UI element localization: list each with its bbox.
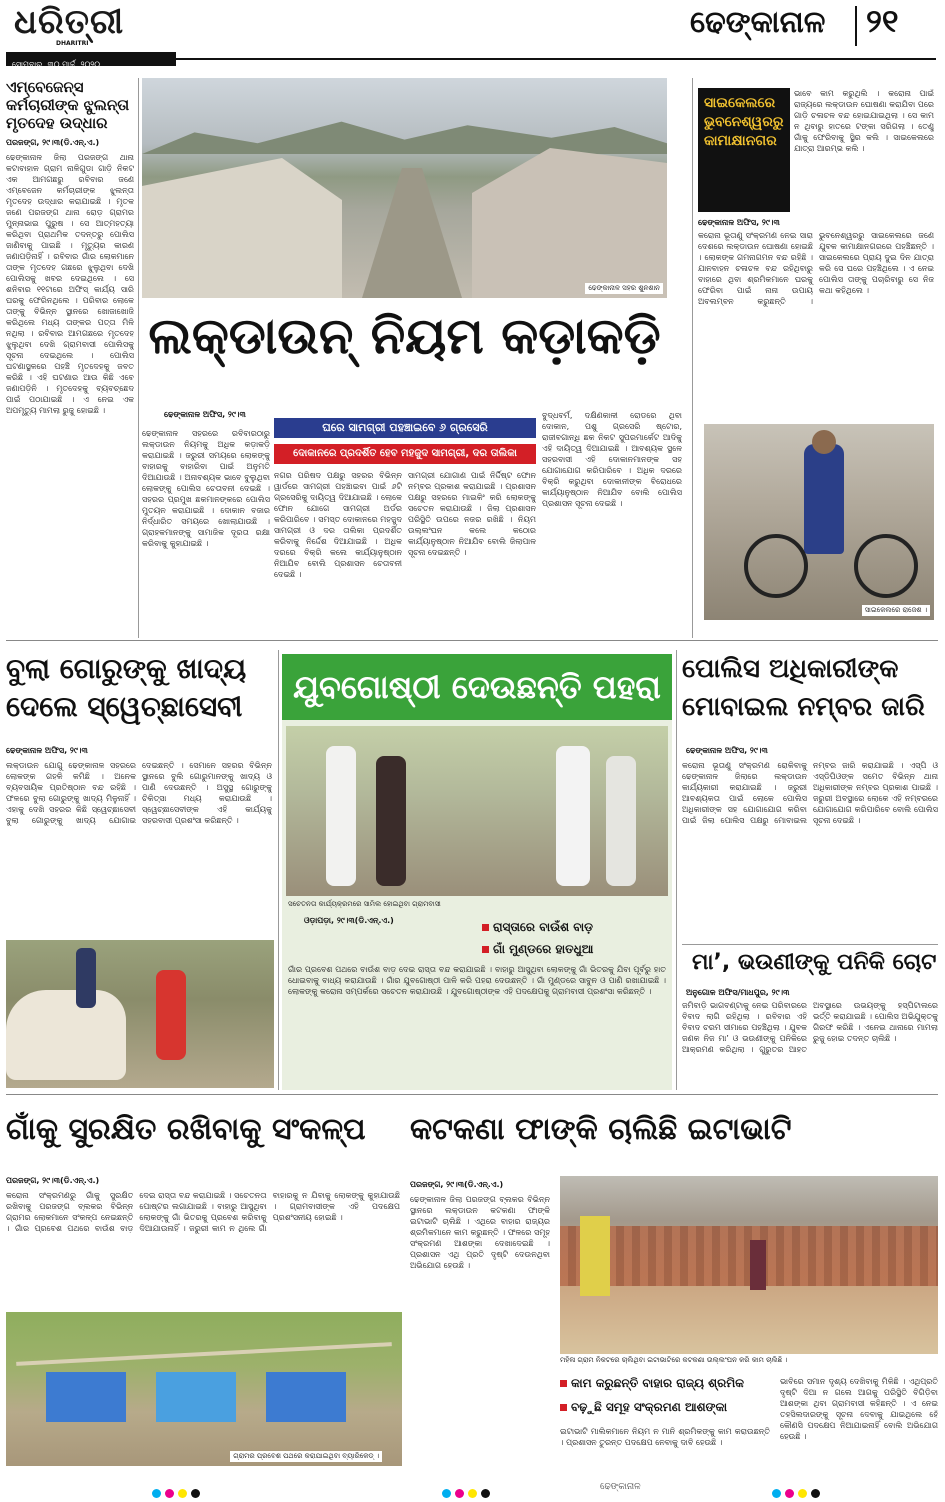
- photo-caption: ମହିଳା ଗ୍ରାମ ନିକଟରେ ଚାଲିଥିବା ଇଟାଭାଟିରେ କଟକଣା ଉଲ୍ଲଂଘନ କରି କାମ ଚାଲିଛି ।: [560, 1356, 788, 1364]
- dateline: ଅନୁଗୋଳ ଅଫିସ/ମାଧପୁର, ୨୯।୩: [686, 988, 790, 997]
- story-body: କରୋନା ଭୂତାଣୁ ସଂକ୍ରମଣ ନେଇ ସାରା ଦେଶରେ ଲକ୍‌ଡାଉନ ଘୋଷଣା ହୋଇଛି । ଲୋକଙ୍କ ଗମନାଗମନ ବନ୍ଦ ରହିଛି । ଯାନବାହନ ଚଳାଚଳ ବନ୍ଦ ରହିଥିବାରୁ ବାହାରେ ଥିବା ଶ୍ରମିକମାନେ ଘରକୁ ଫେରିବା ପାଇଁ ନାନା ଉପାୟ ଅବଲମ୍ବନ କରୁଛନ୍ତି । ଭୁବନେଶ୍ୱରରୁ ସାଇକେଲରେ ଜଣେ ଯୁବକ କାମାକ୍ଷାନଗରରେ ପହଞ୍ଚିଛନ୍ତି । ସାଇକେଲରେ ପ୍ରାୟ ଦୁଇ ଦିନ ଯାତ୍ରା କରି ସେ ଘରେ ପହଞ୍ଚିଥିଲେ । ଏ ନେଇ ପୋଲିସ ତାଙ୍କୁ ପଚାରିବାରୁ ସେ ନିଜ କଥା କହିଥିଲେ ।: [698, 231, 934, 306]
- story-cycle: [698, 78, 938, 638]
- date-bar: [6, 52, 176, 69]
- story-body: ଢେଙ୍କାନାଳ ଜିଲା ପରଜଙ୍ଗ ଥାନା କଟାବାହାଳ ଗ୍ରାମ ନାଳିଗୁଡା ଗାଡ଼ି ନିକଟ ଏକ ଆମଗଛରୁ ରବିବାର ଜଣେ ଏମ୍ବେଜେନ କର୍ମଚାରୀଙ୍କ ଝୁଲନ୍ତା ମୃତଦେହ ଉଦ୍ଧାର କରାଯାଇଛି । ମୃତକ ଜଣେ ପରଜଙ୍ଗ ଥାନା ରୋଡ଼ ଗ୍ରାମର ମୁନ୍ନାଭାଇ ପୁରୁଷ । ସେ ଆତ୍ମହତ୍ୟା କରିଥିବା ପ୍ରାଥମିକ ତଦନ୍ତରୁ ପୋଲିସ ଜାଣିବାକୁ ପାଇଛି । ମୃତ୍ୟୁର କାରଣ ଜଣାପଡ଼ିନାହିଁ । ରବିବାର ଗାଁର ଲୋକମାନେ ତାଙ୍କ ମୃତଦେହ ଗଛରେ ଝୁଲୁଥିବା ଦେଖି ପୋଲିସକୁ ଖବର ଦେଇଥିଲେ । ସେ ଶନିବାର ୧୧ଟାରେ ଅଫିସ୍ କାର୍ଯ୍ୟ ସାରି ଘରକୁ ଫେରିନଥିଲେ । ପରିବାର ଲୋକେ ତାଙ୍କୁ ବିଭିନ୍ନ ସ୍ଥାନରେ ଖୋଜାଖୋଜି କରିଥିଲେ ମଧ୍ୟ ତାଙ୍କର ପତ୍ତା ମିଳି ନଥିଲା । ରବିବାର ଆମଗଛରେ ମୃତଦେହ ଝୁଲୁଥିବା ଦେଖି ଗ୍ରାମବାସୀ ପୋଲିସକୁ ସୂଚନା ଦେଇଥିଲେ । ପୋଲିସ ଘଟଣାସ୍ଥଳରେ ପହଞ୍ଚି ମୃତଦେହକୁ ଜବତ କରିଛି । ଏହି ଘଟଣାର ଆଉ କିଛି ଏବେ ଜଣାପଡ଼ିନି । ମୃତଦେହକୁ ବ୍ୟବଚ୍ଛେଦ ପାଇଁ ପଠାଯାଇଛି । ଏ ନେଇ ଏକ ଅପମୃତ୍ୟୁ ମାମଲା ରୁଜୁ ହୋଇଛି ।: [6, 153, 134, 415]
- kicker-text: କାମ କରୁଛନ୍ତି ବାହାର ରାଜ୍ୟ ଶ୍ରମିକ: [571, 1376, 745, 1390]
- headline: ମା’, ଭଉଣୀଙ୍କୁ ପନିକି ଚୋଟ: [692, 950, 937, 975]
- headline: ଏମ୍ବେଜେନ୍ସ କର୍ମଚାରୀଙ୍କ ଝୁଲନ୍ତା ମୃତଦେହ ଉଦ୍ଧାର: [6, 78, 130, 132]
- photo-youth-group: [286, 726, 668, 896]
- photo-caption: ଢେଙ୍କାନାଳ ସହର ଶୁନଶାନ: [585, 283, 663, 294]
- kicker-text: ବଢ଼ୁଛି ସମୂହ ସଂକ୍ରମଣ ଆଶଙ୍କା: [571, 1400, 728, 1414]
- story-lockdown: [142, 78, 690, 638]
- story-body-right: ଭାବିରେ ସମାନ ଦୃଶ୍ୟ ଦେଖିବାକୁ ମିଳିଛି । ଏଥିପ୍ରତି ଦୃଷ୍ଟି ଦିଆ ନ ଗଲେ ଆଗକୁ ପରିସ୍ଥିତି ବିଗିଡ଼ିବା ଆଶଙ୍କା ଥିବା ଗ୍ରାମବାସୀ କହିଛନ୍ତି । ଏ ନେଇ ତହସିଲଦାରଙ୍କୁ ସୂଚନା ଦେବାକୁ ଯାଇଥିଲେ ହେଁ କୌଣସି ପଦକ୍ଷେପ ନିଆଯାଇନାହିଁ ବୋଲି ଅଭିଯୋଗ ହେଉଛି ।: [780, 1377, 938, 1441]
- photo-feeding-cattle: [6, 940, 274, 1088]
- headline: ସାଇକେଲରେ ଭୁବନେଶ୍ୱରରୁ କାମାକ୍ଷାନଗର: [704, 95, 784, 149]
- story-police: [682, 650, 938, 950]
- story-body: ଢେଙ୍କାନାଳ ଜିଲା ପରଜଙ୍ଗ ବ୍ଲକର ବିଭିନ୍ନ ସ୍ଥାନରେ ଲକ୍‌ଡାଉନ କଟକଣା ଫାଙ୍କି ଇଟାଭାଟି ଚାଲିଛି । ଏଥିରେ ବାହାର ରାଜ୍ୟର ଶ୍ରମିକମାନେ କାମ କରୁଛନ୍ତି । ଫଳରେ ସମୂହ ସଂକ୍ରମଣ ଆଶଙ୍କା ଦେଖାଦେଇଛି । ପ୍ରଶାସନ ଏଥି ପ୍ରତି ଦୃଷ୍ଟି ଦେଉନଥିବା ଅଭିଯୋଗ ହେଉଛି ।: [410, 1195, 550, 1270]
- page-number: ୨୧: [866, 2, 899, 40]
- story-cattle: [6, 650, 274, 1090]
- kicker-price-list: ଦୋକାନରେ ପ୍ରଦର୍ଶିତ ହେବ ମହଜୁଦ ସାମଗ୍ରୀ, ଦର ତାଲିକା: [274, 444, 536, 464]
- story-body: ଗାଁର ପ୍ରବେଶ ପଥରେ ବାଉଁଶ ବାଡ଼ ଦେଇ ରାସ୍ତା ବନ୍ଦ କରାଯାଇଛି । ବାହାରୁ ଆସୁଥିବା ଲୋକଙ୍କୁ ଗାଁ ଭିତରକୁ ଯିବା ପୂର୍ବରୁ ହାତ ଧୋଇବାକୁ ବାଧ୍ୟ କରାଯାଉଛି । ଗାଁର ଯୁବଗୋଷ୍ଠୀ ପାଳି କରି ପହରା ଦେଉଛନ୍ତି । ଗାଁ ମୁଣ୍ଡରେ ସାବୁନ ଓ ପାଣି ରଖାଯାଇଛି । ଲୋକଙ୍କୁ କରୋନା ସମ୍ପର୍କରେ ସଚେତନ କରାଯାଉଛି । ଯୁବଗୋଷ୍ଠୀଙ୍କ ଏହି ପଦକ୍ଷେପକୁ ଗ୍ରାମବାସୀ ପ୍ରଶଂସା କରିଛନ୍ତି ।: [288, 965, 666, 996]
- headline-banner: [282, 654, 672, 720]
- story-village: [6, 1100, 402, 1470]
- photo-empty-street: [142, 78, 667, 298]
- kicker-handwash: [482, 942, 593, 957]
- story-body-top: ଭାବେ କାମ କରୁଥିଲି । କରୋନା ପାଇଁ ରାଜ୍ୟରେ ଲକ୍‌ଡାଉନ ଘୋଷଣା କରାଯିବା ପରେ ଗାଡ଼ି ଚଳାଚଳ ବନ୍ଦ ହୋଇଯାଇଥିଲା । ସେ କାମ ନ ଥିବାରୁ ହାତରେ ଟଙ୍କା ସରିଗଲା । ତେଣୁ ଗାଁକୁ ଫେରିବାକୁ ସ୍ଥିର କଲି । ସାଇକେଲରେ ଯାତ୍ରା ଆରମ୍ଭ କଲି ।: [794, 89, 934, 153]
- story-body-col3: ସାମଗ୍ରୀ ଯୋଗାଣ ପାଇଁ ନିର୍ଦ୍ଦିଷ୍ଟ ଫୋନ ନମ୍ବର ପ୍ରକାଶ କରାଯାଇଛି । ପ୍ରଶାସନ ପକ୍ଷରୁ ସହରରେ ମାଇକିଂ କରି ଲୋକଙ୍କୁ ସଚେତନ କରାଯାଉଛି । ଜିଲା ପ୍ରଶାସନ ପରିସ୍ଥିତି ଉପରେ ନଜର ରଖିଛି । ନିୟମ ଉଲ୍ଲଂଘନ କଲେ କଠୋର କାର୍ଯ୍ୟାନୁଷ୍ଠାନ ନିଆଯିବ ବୋଲି ଜିଲାପାଳ ସୂଚନା ଦେଇଛନ୍ତି ।: [408, 471, 536, 557]
- story-body: ଜମିବାଡ଼ି ଭାଗବଣ୍ଟାକୁ ନେଇ ପରିବାରରେ ବିବାଦ ଲାଗି ରହିଥିଲା । ରବିବାର ଏହି ବିବାଦ ଚରମ ସୀମାରେ ପହଞ୍ଚିଥିଲା । ଯୁବକ ଜଣକ ନିଜ ମା’ ଓ ଭଉଣୀଙ୍କୁ ପନିକିରେ ଆକ୍ରମଣ କରିଥିଲା । ଗୁରୁତର ଆହତ ଅବସ୍ଥାରେ ଉଭୟଙ୍କୁ ହସ୍ପିଟାଲରେ ଭର୍ତ୍ତି କରାଯାଇଛି । ପୋଲିସ ଅଭିଯୁକ୍ତକୁ ଗିରଫ କରିଛି । ଏନେଇ ଥାନାରେ ମାମଲା ରୁଜୁ ହୋଇ ତଦନ୍ତ ଚାଲିଛି ।: [682, 1001, 938, 1054]
- footer: [0, 1480, 945, 1498]
- headline: ଯୁବଗୋଷ୍ଠୀ ଦେଉଛନ୍ତି ପହରା: [293, 668, 661, 706]
- dateline: ଢେଙ୍କାନାଳ ଅଫିସ, ୨୯।୩: [686, 746, 768, 755]
- kicker-outside-workers: [560, 1376, 744, 1391]
- logo-text: ଧରିତ୍ରୀ: [14, 2, 125, 42]
- date: ସୋମବାର, ୩୦ ମାର୍ଚ୍ଚ, ୨୦୨୦: [12, 60, 101, 69]
- photo-brick-kiln: [560, 1176, 938, 1354]
- story-slap: [682, 948, 938, 1090]
- story-body: କରୋନା ଭୂତାଣୁ ସଂକ୍ରମଣ ରୋକିବାକୁ ଢେଙ୍କାନାଳ ଜିଲାରେ ଲକ୍‌ଡାଉନ କାର୍ଯ୍ୟକାରୀ କରାଯାଇଛି । ଜରୁରୀ ଆବଶ୍ୟକତା ପାଇଁ ଲୋକେ ପୋଲିସ ଅଧିକାରୀଙ୍କ ସହ ଯୋଗାଯୋଗ କରିବା ପାଇଁ ଜିଲା ପୋଲିସ ପକ୍ଷରୁ ମୋବାଇଲ ନମ୍ବର ଜାରି କରାଯାଇଛି । ଏସ୍‌ପି ଓ ଏସ୍‌ଡିପିଓଙ୍କ ସମେତ ବିଭିନ୍ନ ଥାନା ଅଧିକାରୀଙ୍କ ନମ୍ବର ପ୍ରକାଶ ପାଇଛି । ଜରୁରୀ ଅବସ୍ଥାରେ ଲୋକେ ଏହି ନମ୍ବରରେ ଯୋଗାଯୋଗ କରିପାରିବେ ବୋଲି ପୋଲିସ ସୂଚନା ଦେଇଛି ।: [682, 761, 938, 825]
- logo: [6, 2, 156, 54]
- photo-cyclist: [704, 424, 934, 620]
- story-body-col4: ବୁଦ୍ଧବର୍ମ, ଦକ୍ଷିଣକାଳୀ ରୋଡରେ ଥିବା ଦୋକାନ, ପଶୁ ଗ୍ରସେରି ଷ୍ଟୋର, ରାଜୀବଗାନ୍ଧି ଛକ ନିକଟ ସୁପରମାର୍କେଟ ଆଦିକୁ ଏହି ଦାୟିତ୍ୱ ଦିଆଯାଇଛି । ଆବଶ୍ୟକ ସ୍ଥଳେ ସହରବାସୀ ଏହି ଦୋକାନମାନଙ୍କ ସହ ଯୋଗାଯୋଗ କରିପାରିବେ । ଅଧିକ ଦରରେ ବିକ୍ରି କରୁଥିବା ଦୋକାନୀଙ୍କ ବିରୋଧରେ କାର୍ଯ୍ୟାନୁଷ୍ଠାନ ନିଆଯିବ ବୋଲି ପୋଲିସ ପ୍ରଶାସନ ସୂଚନା ଦେଇଛି ।: [542, 411, 682, 508]
- masthead: [0, 0, 945, 68]
- story-body: କରୋନା ସଂକ୍ରମଣରୁ ଗାଁକୁ ସୁରକ୍ଷିତ ରଖିବାକୁ ପରଜଙ୍ଗ ବ୍ଲକର ବିଭିନ୍ନ ଗ୍ରାମର ଲୋକମାନେ ସଂକଳ୍ପ ନେଇଛନ୍ତି । ଗାଁର ପ୍ରବେଶ ପଥରେ ବାଉଁଶ ବାଡ଼ ଦେଇ ରାସ୍ତା ବନ୍ଦ କରାଯାଇଛି । ସଚେତନତା ପୋଷ୍ଟର ଲଗାଯାଇଛି । ବାହାରୁ ଆସୁଥିବା ଲୋକଙ୍କୁ ଗାଁ ଭିତରକୁ ପ୍ରବେଶ କରିବାକୁ ଦିଆଯାଉନାହିଁ । ଜରୁରୀ କାମ ନ ଥିଲେ ଗାଁ ବାହାରକୁ ନ ଯିବାକୁ ଲୋକଙ୍କୁ କୁହାଯାଉଛି । ଗ୍ରାମବାସୀଙ୍କ ଏହି ପଦକ୍ଷେପ ପ୍ରଶଂସନୀୟ ହୋଇଛି ।: [6, 1191, 400, 1233]
- kicker-text: ଗାଁ ମୁଣ୍ଡରେ ହାତଧୁଆ: [493, 942, 594, 956]
- story-body: ଲକ୍‌ଡାଉନ ଯୋଗୁ ଢେଙ୍କାନାଳ ସହରରେ ଲୋକଙ୍କ ଗହଳି କମିଛି । ଅନେକ ବ୍ୟବସାୟିକ ପ୍ରତିଷ୍ଠାନ ବନ୍ଦ ରହିଛି । ଫଳରେ ବୁଲା ଗୋରୁଙ୍କୁ ଖାଦ୍ୟ ମିଳୁନାହିଁ । ଏହାକୁ ଦେଖି ସହରର କିଛି ସ୍ୱେଚ୍ଛାସେବୀ ବୁଲା ଗୋରୁଙ୍କୁ ଖାଦ୍ୟ ଯୋଗାଇ ଦେଇଛନ୍ତି । ସେମାନେ ସହରର ବିଭିନ୍ନ ସ୍ଥାନରେ ବୁଲି ଗୋରୁମାନଙ୍କୁ ଖାଦ୍ୟ ଓ ପାଣି ଦେଉଛନ୍ତି । ଅସୁସ୍ଥ ଗୋରୁଙ୍କୁ ଚିକିତ୍ସା ମଧ୍ୟ କରାଯାଉଛି । ସ୍ୱେଚ୍ଛାସେବୀଙ୍କ ଏହି କାର୍ଯ୍ୟକୁ ସହରବାସୀ ପ୍ରଶଂସା କରିଛନ୍ତି ।: [6, 761, 272, 825]
- section-title: ଢେଙ୍କାନାଳ: [690, 5, 826, 40]
- kicker-bamboo-fence: [482, 920, 593, 935]
- logo-subtext: DHARITRI: [56, 40, 89, 47]
- headline: ବୁଲା ଗୋରୁଙ୍କୁ ଖାଦ୍ୟ ଦେଲେ ସ୍ୱେଚ୍ଛାସେବୀ: [6, 652, 247, 723]
- photo-caption: ସଚେତନତା କାର୍ଯ୍ୟକ୍ରମରେ ସାମିଲ ହୋଇଥିବା ଗ୍ରାମବାସୀ: [288, 900, 441, 908]
- photo-caption: ଗ୍ରାମର ପ୍ରବେଶ ପଥରେ କରାଯାଇଥିବା ବ୍ୟାରିକେଡ୍ ।: [230, 1451, 382, 1462]
- photo-barricade: [6, 1312, 402, 1466]
- story-body-col1: ଢେଙ୍କାନାଳ ସହରରେ ରବିବାରଠାରୁ ଲକ୍‌ଡାଉନ ନିୟମକୁ ଅଧିକ କଡ଼ାକଡ଼ି କରାଯାଇଛି । ଜରୁରୀ ସମୟରେ ଲୋକଙ୍କୁ ବାହାରକୁ ବାହାରିବା ପାଇଁ ଅନୁମତି ଦିଆଯାଉଛି । ଅନାବଶ୍ୟକ ଭାବେ ବୁଲୁଥିବା ଲୋକଙ୍କୁ ପୋଲିସ ଚେତାବନୀ ଦେଇଛି । ସହରର ପ୍ରମୁଖ ଛକମାନଙ୍କରେ ପୋଲିସ ମୁତୟନ କରାଯାଇଛି । ଦୋକାନ ବଜାର ନିର୍ଦ୍ଧାରିତ ସମୟରେ ଖୋଲାଯାଉଛି । ଗ୍ରାହକମାନଙ୍କୁ ସାମାଜିକ ଦୂରତା ରକ୍ଷା କରିବାକୁ କୁହାଯାଇଛି ।: [142, 429, 270, 548]
- story-brick: [410, 1100, 938, 1470]
- dateline: ପରଜଙ୍ଗ, ୨୯।୩(ଡି.ଏନ୍.ଏ.): [6, 138, 100, 147]
- dateline: ଢେଙ୍କାନାଳ ଅଫିସ, ୨୯।୩: [6, 746, 88, 755]
- story-sweeper: [6, 78, 134, 636]
- dateline: ଢେଙ୍କାନାଳ ଅଫିସ, ୨୯।୩: [164, 410, 246, 419]
- headline: ପୋଲିସ ଅଧିକାରୀଙ୍କ ମୋବାଇଲ ନମ୍ବର ଜାରି: [682, 654, 925, 722]
- kicker-doorstep: ଘରେ ସାମଗ୍ରୀ ପହଞ୍ଚାଇବେ ୬ ଗ୍ରସେରି: [274, 418, 536, 438]
- story-body-col2: ନଗର ପରିଷଦ ପକ୍ଷରୁ ସହରର ବିଭିନ୍ନ ୱାର୍ଡରେ ସାମଗ୍ରୀ ପହଞ୍ଚାଇବା ପାଇଁ ୬ଟି ଗ୍ରସେରିକୁ ଦାୟିତ୍ୱ ଦିଆଯାଇଛି । ଲୋକେ ଫୋନ ଯୋଗେ ସାମଗ୍ରୀ ଅର୍ଡର କରିପାରିବେ । ସମସ୍ତ ଦୋକାନରେ ମହଜୁଦ ସାମଗ୍ରୀ ଓ ଦର ତାଲିକା ପ୍ରଦର୍ଶିତ କରିବାକୁ ନିର୍ଦ୍ଦେଶ ଦିଆଯାଇଛି । ଅଧିକ ଦରରେ ବିକ୍ରି କଲେ କାର୍ଯ୍ୟାନୁଷ୍ଠାନ ନିଆଯିବ ବୋଲି ପ୍ରଶାସନ ଚେତାବନୀ ଦେଇଛି ।: [274, 471, 402, 579]
- headline-box: [698, 88, 790, 212]
- headline: ଲକ୍‌ଡାଉନ୍ ନିୟମ କଡ଼ାକଡ଼ି: [148, 307, 661, 365]
- photo-caption: ସାଇକେଲରେ ରାଜେଶ ।: [862, 605, 930, 616]
- dateline: ଢେଙ୍କାନାଳ ଅଫିସ, ୨୯।୩: [698, 218, 780, 227]
- headline: କଟକଣା ଫାଙ୍କି ଚାଲିଛି ଇଟାଭାଟି: [410, 1112, 792, 1147]
- headline: ଗାଁକୁ ସୁରକ୍ଷିତ ରଖିବାକୁ ସଂକଳ୍ପ: [6, 1112, 366, 1147]
- kicker-infection-risk: [560, 1400, 727, 1415]
- story-youth: [282, 654, 672, 1090]
- dateline: ଓଡ଼ାପଡ଼ା, ୨୯।୩(ଡି.ଏନ୍.ଏ.): [304, 916, 394, 925]
- dateline: ପରଜଙ୍ଗ, ୨୯।୩(ଡି.ଏନ୍.ଏ.): [6, 1176, 100, 1185]
- footer-label: ଢେଙ୍କାନାଳ: [600, 1482, 641, 1492]
- dateline: ପରଜଙ୍ଗ, ୨୯।୩(ଡି.ଏନ୍.ଏ.): [410, 1180, 504, 1189]
- story-body-bottom: ଇଟାଭାଟି ମାଲିକମାନେ ନିୟମ ନ ମାନି ଶ୍ରମିକଙ୍କୁ କାମ କରାଉଛନ୍ତି । ପ୍ରଶାସନ ତୁରନ୍ତ ପଦକ୍ଷେପ ନେବାକୁ ଦାବି ହେଉଛି ।: [560, 1427, 770, 1447]
- kicker-text: ରାସ୍ତାରେ ବାଉଁଶ ବାଡ଼: [493, 920, 594, 934]
